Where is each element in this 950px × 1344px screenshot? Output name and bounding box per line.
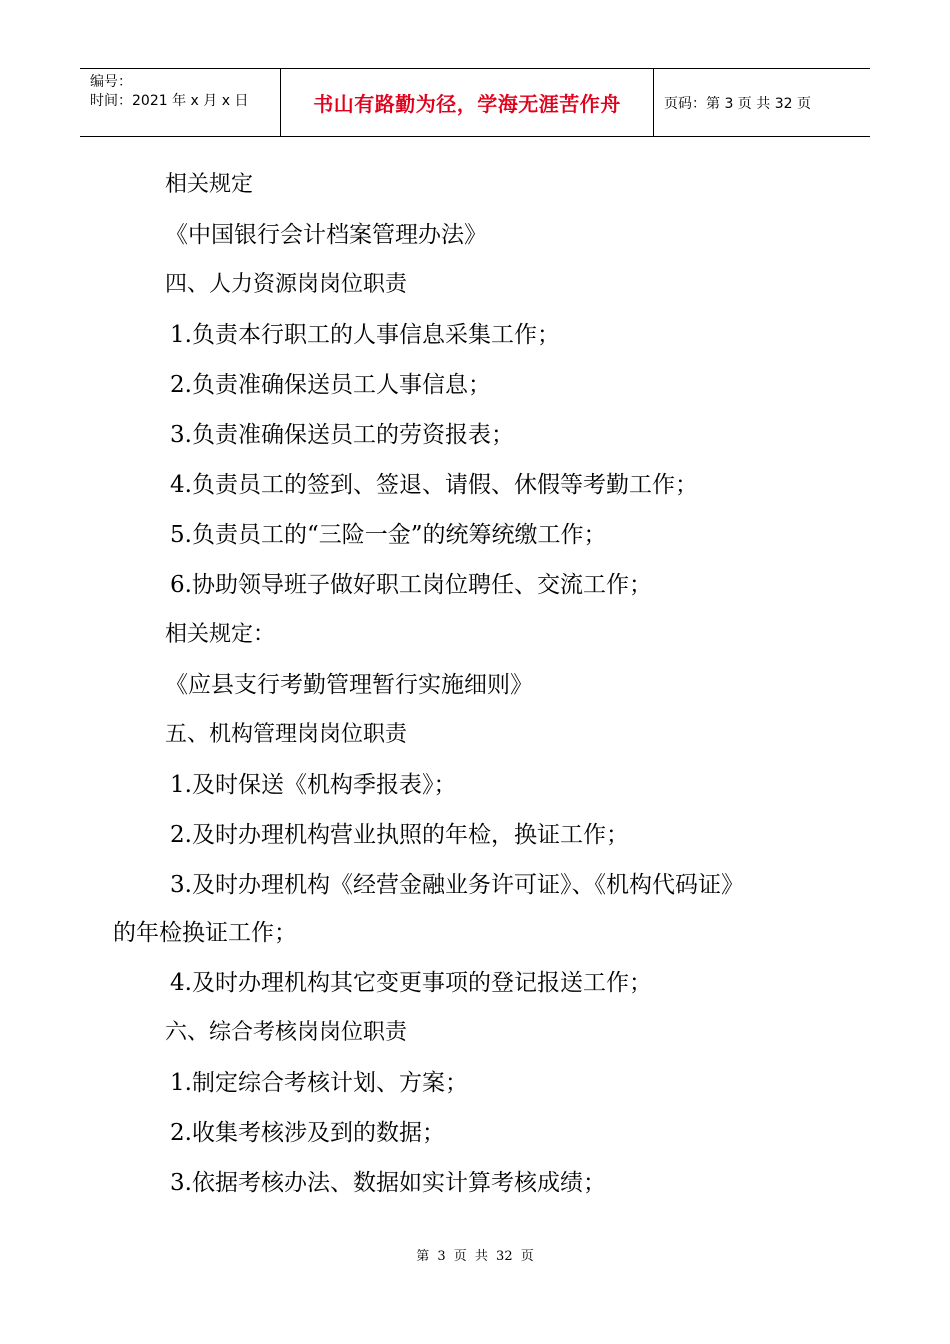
document-date: 时间：2021 年 x 月 x 日 — [90, 93, 249, 109]
section-heading-hr: 四、人力资源岗岗位职责 — [165, 272, 408, 297]
document-header — [80, 68, 870, 137]
section-heading-assessment: 六、综合考核岗岗位职责 — [165, 1020, 408, 1045]
duty-item: 4.负责员工的签到、签退、请假、休假等考勤工作； — [170, 472, 698, 498]
section-label-related-rules: 相关规定 — [165, 172, 254, 197]
duty-item: 5.负责员工的“三险一金”的统筹统缴工作； — [170, 522, 607, 548]
section-label-related-rules: 相关规定： — [165, 622, 276, 647]
header-meta — [80, 69, 281, 136]
section-heading-org-management: 五、机构管理岗岗位职责 — [165, 722, 408, 747]
document-number-label: 编号： — [90, 74, 132, 90]
reference-document: 《中国银行会计档案管理办法》 — [165, 222, 487, 248]
header-page-info: 页码：第 3 页 共 32 页 — [664, 95, 811, 112]
duty-item: 3.及时办理机构《经营金融业务许可证》、《机构代码证》 — [170, 872, 744, 898]
duty-item: 3.负责准确保送员工的劳资报表； — [170, 422, 514, 448]
duty-item: 2.负责准确保送员工人事信息； — [170, 372, 491, 398]
reference-document: 《应县支行考勤管理暂行实施细则》 — [165, 672, 533, 698]
duty-item: 6.协助领导班子做好职工岗位聘任、交流工作； — [170, 572, 652, 598]
page-footer: 第 3 页 共 32 页 — [416, 1249, 534, 1264]
duty-item: 3.依据考核办法、数据如实计算考核成绩； — [170, 1170, 606, 1196]
duty-item: 1.负责本行职工的人事信息采集工作； — [170, 322, 560, 348]
duty-item: 2.及时办理机构营业执照的年检，换证工作； — [170, 822, 629, 848]
duty-item: 1.及时保送《机构季报表》； — [170, 772, 457, 798]
duty-item: 4.及时办理机构其它变更事项的登记报送工作； — [170, 970, 652, 996]
duty-item: 2.收集考核涉及到的数据； — [170, 1120, 445, 1146]
header-motto: 书山有路勤为径，学海无涯苦作舟 — [281, 69, 654, 136]
duty-item-continuation: 的年检换证工作； — [113, 920, 297, 946]
duty-item: 1.制定综合考核计划、方案； — [170, 1070, 468, 1096]
